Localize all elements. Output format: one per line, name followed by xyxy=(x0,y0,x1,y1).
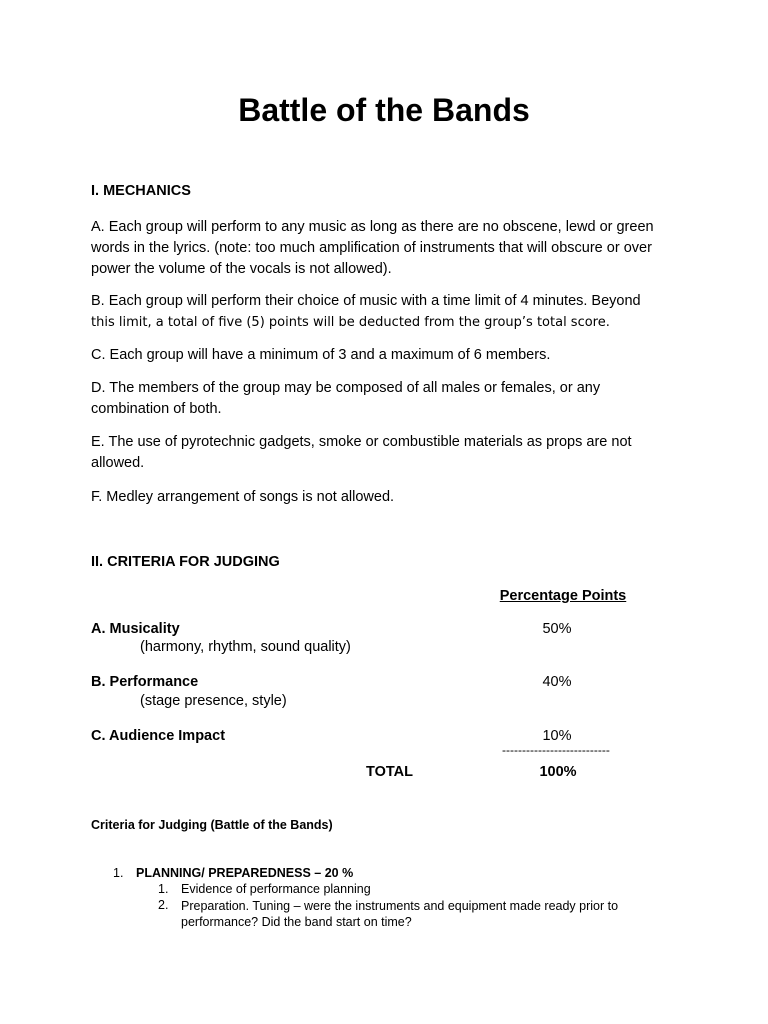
subitem-text: Preparation. Tuning – were the instruments and equipment made ready prior to performance? Did the band start on time? xyxy=(181,899,619,929)
criteria-row-audience-points: 10% xyxy=(542,728,572,744)
criteria-row-performance-detail: (stage presence, style) xyxy=(140,693,287,709)
mechanics-item-f: F. Medley arrangement of songs is not allowed. xyxy=(91,489,395,505)
total-label: TOTAL xyxy=(366,764,413,780)
mechanics-item-c: C. Each group will have a minimum of 3 and a maximum of 6 members. xyxy=(91,347,551,363)
criteria-row-musicality-detail: (harmony, rhythm, sound quality) xyxy=(140,639,351,655)
detailed-item-number: 1. xyxy=(113,866,124,880)
mechanics-item-e: E. The use of pyrotechnic gadgets, smoke or combustible materials as props are not allowed. xyxy=(91,434,632,471)
criteria-row-musicality-points: 50% xyxy=(542,621,572,637)
criteria-heading: II. CRITERIA FOR JUDGING xyxy=(91,554,280,570)
total-divider: --------------------------- xyxy=(502,743,610,757)
total-value: 100% xyxy=(539,764,577,780)
mechanics-item-b: B. Each group will perform their choice of music with a time limit of 4 minutes. Beyond this limit, a total of five (5) points will be deducted from the group’s total score. xyxy=(91,293,641,330)
criteria-row-audience-name: C. Audience Impact xyxy=(91,728,226,744)
mechanics-heading: I. MECHANICS xyxy=(91,183,191,199)
mechanics-item-a: A. Each group will perform to any music as long as there are no obscene, lewd or green words in the lyrics. (note: too much amplification of instruments that will obscure or over power the volume of the vocals is not allowed). xyxy=(91,219,654,277)
mechanics-item-d: D. The members of the group may be composed of all males or females, or any combination of both. xyxy=(91,380,601,417)
criteria-row-performance-points: 40% xyxy=(542,674,572,690)
subitem-number: 2. xyxy=(158,898,169,912)
detailed-item-label: PLANNING/ PREPAREDNESS – 20 % xyxy=(136,866,354,880)
percentage-points-header: Percentage Points xyxy=(499,588,627,604)
subitem-number: 1. xyxy=(158,882,169,896)
criteria-row-musicality-name: A. Musicality xyxy=(91,621,180,637)
criteria-row-performance-name: B. Performance xyxy=(91,674,199,690)
detailed-criteria-heading: Criteria for Judging (Battle of the Bands) xyxy=(91,818,333,832)
page-title: Battle of the Bands xyxy=(238,92,530,128)
subitem-text: Evidence of performance planning xyxy=(181,882,371,896)
